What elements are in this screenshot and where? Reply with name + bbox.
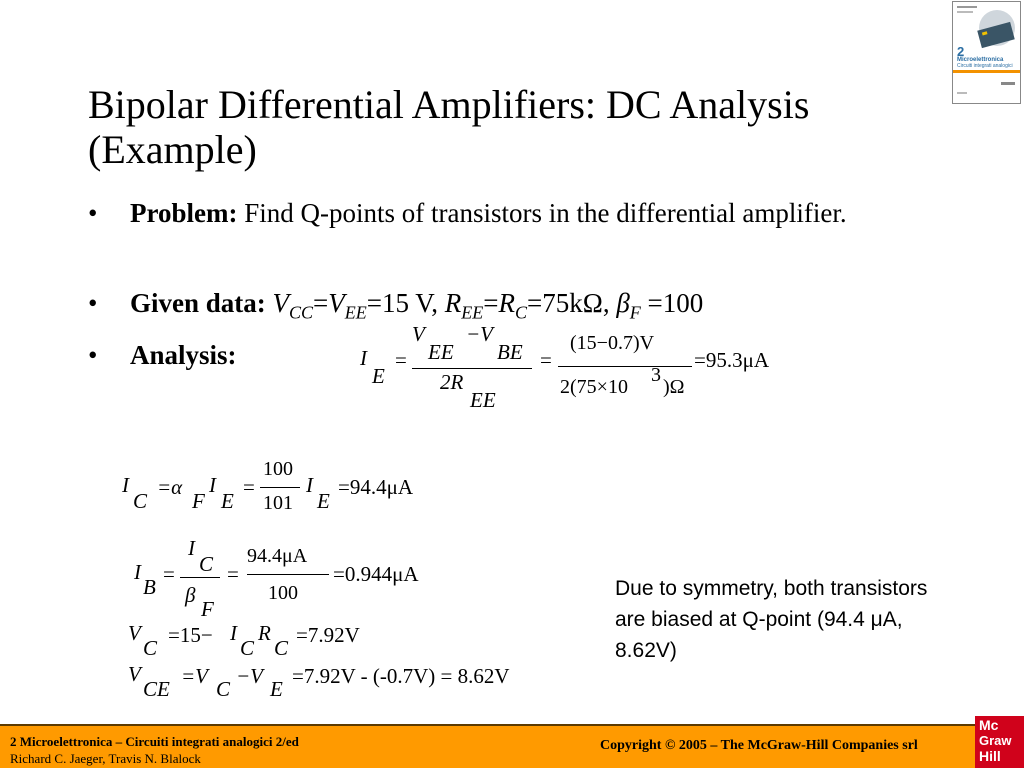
eq-ie-lhs: I <box>360 346 367 370</box>
logo-line-hill: Hill <box>979 748 1001 764</box>
eq-ic-ie2: I <box>306 473 313 497</box>
eq-ie-fraction-bar-2 <box>558 366 692 367</box>
eq-ie-den-sub: EE <box>470 388 496 412</box>
eq-ie-equals-2: = <box>540 348 552 372</box>
eq-ib-result: =0.944μA <box>333 562 419 586</box>
eq-ib-den: β <box>185 583 196 607</box>
given-ree: R <box>444 288 462 318</box>
eq-vc-rest: =15− <box>168 623 213 647</box>
eq-vc-ic-sub: C <box>240 636 255 660</box>
eq-ic-lhs: I <box>122 473 129 497</box>
eq-vce-ve-sub: E <box>270 677 283 701</box>
eq-ic-result: =94.4μA <box>338 475 414 499</box>
bullet-label: Analysis: <box>130 340 237 370</box>
given-eq: = <box>483 288 499 318</box>
slide-title: Bipolar Differential Amplifiers: DC Analysis (Example) <box>88 82 810 172</box>
eq-ic-alpha-sub: F <box>192 489 205 513</box>
eq-ic-alpha: =α <box>157 475 183 499</box>
eq-vc-result: =7.92V <box>296 623 360 647</box>
eq-ic-ie: I <box>209 473 216 497</box>
eq-ie-num-minus: −V <box>466 322 493 346</box>
given-beta-sub: F <box>629 302 641 323</box>
eq-vc-rc: R <box>258 621 271 645</box>
eq-ie-den-exp: 3 <box>651 364 661 386</box>
bullet-label: Problem: <box>130 198 238 228</box>
eq-ic-ie2-sub: E <box>317 489 330 513</box>
eq-ie-num-vbe-sub: BE <box>497 340 523 364</box>
eq-ie-den-value: 2(75×10 <box>560 376 628 398</box>
footer-book-title: 2 Microelettronica – Circuiti integrati analogici 2/ed <box>10 734 299 749</box>
bullet-text: Find Q-points of transistors in the differential amplifier. <box>237 198 847 228</box>
eq-ic-ie-sub: E <box>221 489 234 513</box>
bullet-dot: • <box>88 198 98 228</box>
eq-ib-fraction-bar <box>180 577 220 578</box>
eq-ie-result: =95.3μA <box>694 348 770 372</box>
symmetry-note: Due to symmetry, both transistors are biased at Q-point (94.4 μA, 8.62V) <box>615 577 928 662</box>
eq-ic-den: 101 <box>263 492 293 514</box>
given-beta-value: =100 <box>640 288 704 318</box>
eq-ie-lhs-sub: E <box>372 364 385 388</box>
given-ree-sub: EE <box>461 302 484 323</box>
eq-ib-fraction-bar-2 <box>247 574 329 575</box>
given-vee-sub: EE <box>344 302 367 323</box>
eq-ib-den-sub: F <box>201 597 214 621</box>
eq-vc-lhs: V <box>128 621 141 645</box>
given-vee: V <box>328 288 345 318</box>
given-r-value: =75kΩ, <box>527 288 617 318</box>
eq-vce-ve: −V <box>236 664 263 688</box>
eq-ie-den-end: )Ω <box>663 376 685 398</box>
book-cover-thumbnail <box>952 1 1021 104</box>
eq-ie-num-value: (15−0.7)V <box>570 332 655 354</box>
book-number: 2 <box>957 44 965 59</box>
bullet-dot: • <box>88 288 98 318</box>
eq-vce-vc-sub: C <box>216 677 231 701</box>
logo-line-mc: Mc <box>979 717 999 733</box>
eq-vce-result: =7.92V - (-0.7V) = 8.62V <box>292 664 510 688</box>
given-vee-value: =15 V, <box>366 288 445 318</box>
book-title-2: Circuiti integrati analogici <box>957 63 1013 69</box>
footer-copyright: Copyright © 2005 – The McGraw-Hill Companies srl <box>600 738 918 753</box>
eq-ib-lhs-sub: B <box>143 575 156 599</box>
eq-ic-num: 100 <box>263 458 293 480</box>
eq-ie-fraction-bar <box>412 368 532 369</box>
eq-ib-equals-2: = <box>227 562 239 586</box>
eq-ie-den: 2R <box>440 370 464 394</box>
logo-line-graw: Graw <box>979 733 1012 748</box>
eq-ie-equals: = <box>395 348 407 372</box>
eq-ib-num-sub: C <box>199 552 214 576</box>
mcgraw-hill-logo <box>975 716 1024 768</box>
given-rc: R <box>498 288 516 318</box>
eq-ib-den-value: 100 <box>268 582 298 604</box>
given-vcc-sub: CC <box>289 302 314 323</box>
eq-ic-fraction-bar <box>260 487 300 488</box>
eq-ic-lhs-sub: C <box>133 489 148 513</box>
given-vcc: V <box>272 288 290 318</box>
eq-ie-num-v-sub: EE <box>428 340 454 364</box>
footer-authors: Richard C. Jaeger, Travis N. Blalock <box>10 751 201 766</box>
eq-vc-rc-sub: C <box>274 636 289 660</box>
bullet-dot: • <box>88 340 98 370</box>
eq-ib-lhs: I <box>134 560 141 584</box>
given-eq: = <box>313 288 329 318</box>
eq-ib-equals: = <box>163 562 175 586</box>
eq-vce-lhs-sub: CE <box>143 677 170 701</box>
given-beta: β <box>616 288 630 318</box>
eq-vc-lhs-sub: C <box>143 636 158 660</box>
eq-vce-lhs: V <box>128 662 141 686</box>
given-rc-sub: C <box>515 302 528 323</box>
eq-ib-num: I <box>188 536 195 560</box>
eq-ie-num-v: V <box>412 322 425 346</box>
eq-ic-equals: = <box>243 475 255 499</box>
eq-vc-ic: I <box>230 621 237 645</box>
book-title-1: Microelettronica <box>957 57 1004 63</box>
eq-vce-vc: =V <box>181 664 208 688</box>
eq-ib-num-value: 94.4μA <box>247 545 308 567</box>
bullet-label: Given data: <box>130 288 266 318</box>
